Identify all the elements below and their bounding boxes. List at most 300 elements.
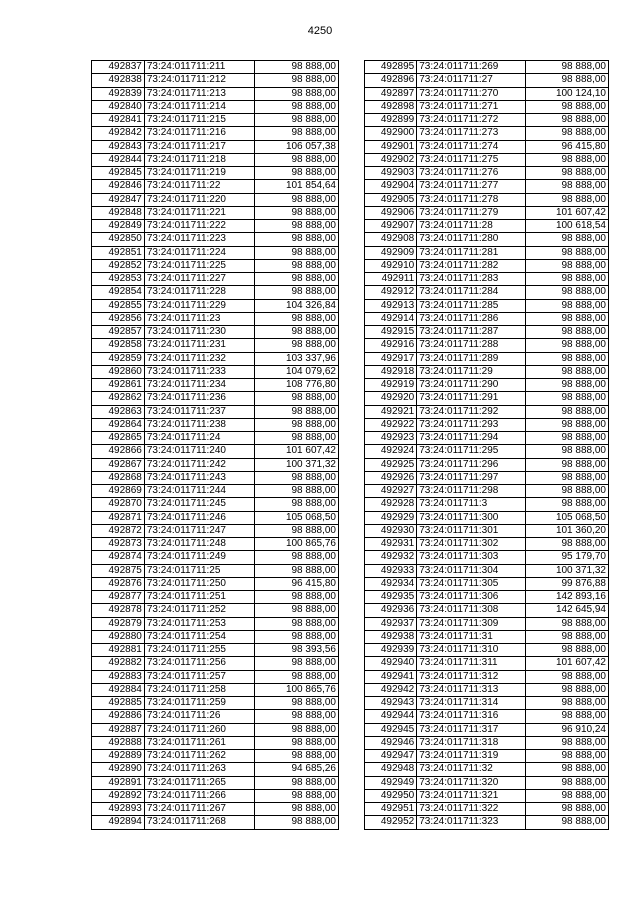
cadastral-number-cell: 73:24:011711:258 (144, 683, 254, 696)
table-row (92, 312, 339, 325)
cadastral-number-cell: 73:24:011711:279 (417, 206, 525, 219)
value-cell: 105 068,50 (254, 511, 338, 524)
row-number-cell: 492871 (92, 511, 145, 524)
cadastral-number-cell: 73:24:011711:242 (144, 458, 254, 471)
table-row (92, 206, 339, 219)
register-table-left (91, 60, 339, 830)
table-row (365, 220, 609, 233)
cadastral-number-cell: 73:24:011711:213 (144, 87, 254, 100)
cadastral-number-cell: 73:24:011711:310 (417, 644, 525, 657)
row-number-cell: 492947 (365, 750, 417, 763)
value-cell: 101 607,42 (525, 206, 608, 219)
cadastral-number-cell: 73:24:011711:276 (417, 167, 525, 180)
row-number-cell: 492917 (365, 352, 417, 365)
value-cell: 98 888,00 (254, 524, 338, 537)
table-row (365, 816, 609, 829)
cadastral-number-cell: 73:24:011711:314 (417, 697, 525, 710)
table-row (365, 445, 609, 458)
row-number-cell: 492897 (365, 87, 417, 100)
row-number-cell: 492840 (92, 100, 145, 113)
cadastral-number-cell: 73:24:011711:256 (144, 657, 254, 670)
cadastral-number-cell: 73:24:011711:283 (417, 273, 525, 286)
table-row (92, 564, 339, 577)
table-row (365, 697, 609, 710)
table-row (365, 140, 609, 153)
row-number-cell: 492911 (365, 273, 417, 286)
cadastral-number-cell: 73:24:011711:287 (417, 326, 525, 339)
table-row (365, 551, 609, 564)
value-cell: 98 888,00 (525, 405, 608, 418)
row-number-cell: 492876 (92, 577, 145, 590)
row-number-cell: 492882 (92, 657, 145, 670)
table-row (92, 816, 339, 829)
value-cell: 101 360,20 (525, 524, 608, 537)
table-row (365, 233, 609, 246)
cadastral-number-cell: 73:24:011711:311 (417, 657, 525, 670)
row-number-cell: 492895 (365, 61, 417, 74)
value-cell: 98 888,00 (254, 551, 338, 564)
value-cell: 100 371,32 (525, 564, 608, 577)
value-cell: 98 888,00 (254, 591, 338, 604)
value-cell: 100 371,32 (254, 458, 338, 471)
row-number-cell: 492935 (365, 591, 417, 604)
table-row (365, 87, 609, 100)
row-number-cell: 492847 (92, 193, 145, 206)
table-row (92, 736, 339, 749)
row-number-cell: 492919 (365, 379, 417, 392)
row-number-cell: 492863 (92, 405, 145, 418)
row-number-cell: 492907 (365, 220, 417, 233)
table-row (92, 485, 339, 498)
table-row (365, 312, 609, 325)
table-row (365, 432, 609, 445)
cadastral-number-cell: 73:24:011711:262 (144, 750, 254, 763)
value-cell: 105 068,50 (525, 511, 608, 524)
table-row (365, 365, 609, 378)
table-row (92, 259, 339, 272)
cadastral-number-cell: 73:24:011711:309 (417, 617, 525, 630)
row-number-cell: 492844 (92, 153, 145, 166)
value-cell: 98 888,00 (525, 803, 608, 816)
cadastral-number-cell: 73:24:011711:308 (417, 604, 525, 617)
table-row (365, 418, 609, 431)
table-row (92, 180, 339, 193)
value-cell: 98 888,00 (525, 379, 608, 392)
row-number-cell: 492930 (365, 524, 417, 537)
row-number-cell: 492939 (365, 644, 417, 657)
cadastral-number-cell: 73:24:011711:254 (144, 630, 254, 643)
table-row (365, 750, 609, 763)
row-number-cell: 492846 (92, 180, 145, 193)
row-number-cell: 492902 (365, 153, 417, 166)
row-number-cell: 492920 (365, 392, 417, 405)
value-cell: 98 888,00 (525, 498, 608, 511)
value-cell: 98 888,00 (525, 61, 608, 74)
cadastral-number-cell: 73:24:011711:316 (417, 710, 525, 723)
row-number-cell: 492852 (92, 259, 145, 272)
row-number-cell: 492858 (92, 339, 145, 352)
cadastral-number-cell: 73:24:011711:296 (417, 458, 525, 471)
cadastral-number-cell: 73:24:011711:317 (417, 723, 525, 736)
row-number-cell: 492872 (92, 524, 145, 537)
row-number-cell: 492927 (365, 485, 417, 498)
row-number-cell: 492854 (92, 286, 145, 299)
value-cell: 98 888,00 (254, 233, 338, 246)
table-row (92, 524, 339, 537)
cadastral-number-cell: 73:24:011711:228 (144, 286, 254, 299)
cadastral-number-cell: 73:24:011711:313 (417, 683, 525, 696)
row-number-cell: 492924 (365, 445, 417, 458)
table-row (92, 127, 339, 140)
value-cell: 98 888,00 (525, 458, 608, 471)
cadastral-number-cell: 73:24:011711:28 (417, 220, 525, 233)
cadastral-number-cell: 73:24:011711:23 (144, 312, 254, 325)
row-number-cell: 492912 (365, 286, 417, 299)
table-row (365, 326, 609, 339)
cadastral-number-cell: 73:24:011711:238 (144, 418, 254, 431)
table-row (365, 776, 609, 789)
table-row (365, 352, 609, 365)
row-number-cell: 492842 (92, 127, 145, 140)
row-number-cell: 492922 (365, 418, 417, 431)
row-number-cell: 492864 (92, 418, 145, 431)
value-cell: 98 888,00 (525, 233, 608, 246)
value-cell: 98 888,00 (254, 485, 338, 498)
row-number-cell: 492892 (92, 789, 145, 802)
value-cell: 98 888,00 (525, 392, 608, 405)
cadastral-number-cell: 73:24:011711:322 (417, 803, 525, 816)
cadastral-number-cell: 73:24:011711:290 (417, 379, 525, 392)
value-cell: 98 888,00 (525, 339, 608, 352)
cadastral-number-cell: 73:24:011711:277 (417, 180, 525, 193)
cadastral-number-cell: 73:24:011711:306 (417, 591, 525, 604)
row-number-cell: 492933 (365, 564, 417, 577)
value-cell: 98 888,00 (525, 776, 608, 789)
row-number-cell: 492875 (92, 564, 145, 577)
row-number-cell: 492850 (92, 233, 145, 246)
table-row (365, 617, 609, 630)
table-row (365, 604, 609, 617)
value-cell: 98 888,00 (254, 736, 338, 749)
row-number-cell: 492866 (92, 445, 145, 458)
cadastral-number-cell: 73:24:011711:269 (417, 61, 525, 74)
row-number-cell: 492867 (92, 458, 145, 471)
value-cell: 98 888,00 (254, 471, 338, 484)
cadastral-number-cell: 73:24:011711:288 (417, 339, 525, 352)
value-cell: 98 888,00 (525, 365, 608, 378)
value-cell: 98 888,00 (525, 670, 608, 683)
row-number-cell: 492881 (92, 644, 145, 657)
value-cell: 98 393,56 (254, 644, 338, 657)
cadastral-number-cell: 73:24:011711:3 (417, 498, 525, 511)
value-cell: 98 888,00 (254, 114, 338, 127)
value-cell: 103 337,96 (254, 352, 338, 365)
table-row (365, 392, 609, 405)
table-row (365, 763, 609, 776)
row-number-cell: 492878 (92, 604, 145, 617)
value-cell: 98 888,00 (254, 286, 338, 299)
table-row (365, 736, 609, 749)
cadastral-number-cell: 73:24:011711:211 (144, 61, 254, 74)
value-cell: 98 888,00 (525, 312, 608, 325)
cadastral-number-cell: 73:24:011711:298 (417, 485, 525, 498)
cadastral-number-cell: 73:24:011711:24 (144, 432, 254, 445)
cadastral-number-cell: 73:24:011711:282 (417, 259, 525, 272)
register-table-right-body (365, 61, 609, 830)
table-row (92, 657, 339, 670)
value-cell: 98 888,00 (525, 617, 608, 630)
row-number-cell: 492921 (365, 405, 417, 418)
row-number-cell: 492886 (92, 710, 145, 723)
row-number-cell: 492883 (92, 670, 145, 683)
cadastral-number-cell: 73:24:011711:305 (417, 577, 525, 590)
table-row (92, 299, 339, 312)
table-row (92, 220, 339, 233)
row-number-cell: 492900 (365, 127, 417, 140)
value-cell: 98 888,00 (525, 299, 608, 312)
cadastral-number-cell: 73:24:011711:295 (417, 445, 525, 458)
row-number-cell: 492928 (365, 498, 417, 511)
table-row (92, 352, 339, 365)
row-number-cell: 492944 (365, 710, 417, 723)
row-number-cell: 492873 (92, 538, 145, 551)
table-row (92, 644, 339, 657)
table-row (365, 379, 609, 392)
row-number-cell: 492894 (92, 816, 145, 829)
table-row (365, 458, 609, 471)
row-number-cell: 492860 (92, 365, 145, 378)
row-number-cell: 492899 (365, 114, 417, 127)
row-number-cell: 492868 (92, 471, 145, 484)
value-cell: 98 888,00 (254, 153, 338, 166)
value-cell: 101 607,42 (525, 657, 608, 670)
value-cell: 142 893,16 (525, 591, 608, 604)
row-number-cell: 492884 (92, 683, 145, 696)
value-cell: 98 888,00 (525, 750, 608, 763)
table-row (365, 657, 609, 670)
cadastral-number-cell: 73:24:011711:259 (144, 697, 254, 710)
table-row (92, 87, 339, 100)
row-number-cell: 492898 (365, 100, 417, 113)
table-row (365, 61, 609, 74)
value-cell: 98 888,00 (254, 87, 338, 100)
value-cell: 101 854,64 (254, 180, 338, 193)
row-number-cell: 492932 (365, 551, 417, 564)
cadastral-number-cell: 73:24:011711:284 (417, 286, 525, 299)
table-row (365, 405, 609, 418)
cadastral-number-cell: 73:24:011711:268 (144, 816, 254, 829)
value-cell: 98 888,00 (525, 286, 608, 299)
cadastral-number-cell: 73:24:011711:275 (417, 153, 525, 166)
table-row (92, 604, 339, 617)
value-cell: 101 607,42 (254, 445, 338, 458)
value-cell: 98 888,00 (525, 74, 608, 87)
row-number-cell: 492861 (92, 379, 145, 392)
table-row (365, 538, 609, 551)
row-number-cell: 492915 (365, 326, 417, 339)
value-cell: 98 888,00 (254, 326, 338, 339)
cadastral-number-cell: 73:24:011711:248 (144, 538, 254, 551)
value-cell: 98 888,00 (254, 697, 338, 710)
value-cell: 98 888,00 (254, 803, 338, 816)
cadastral-number-cell: 73:24:011711:253 (144, 617, 254, 630)
cadastral-number-cell: 73:24:011711:265 (144, 776, 254, 789)
value-cell: 98 888,00 (254, 339, 338, 352)
value-cell: 100 124,10 (525, 87, 608, 100)
row-number-cell: 492870 (92, 498, 145, 511)
value-cell: 98 888,00 (525, 259, 608, 272)
value-cell: 98 888,00 (254, 564, 338, 577)
value-cell: 98 888,00 (525, 789, 608, 802)
row-number-cell: 492880 (92, 630, 145, 643)
cadastral-number-cell: 73:24:011711:271 (417, 100, 525, 113)
value-cell: 104 326,84 (254, 299, 338, 312)
table-row (365, 644, 609, 657)
cadastral-number-cell: 73:24:011711:303 (417, 551, 525, 564)
table-row (92, 100, 339, 113)
value-cell: 98 888,00 (254, 670, 338, 683)
table-row (365, 127, 609, 140)
table-row (92, 803, 339, 816)
value-cell: 98 888,00 (254, 604, 338, 617)
row-number-cell: 492851 (92, 246, 145, 259)
row-number-cell: 492855 (92, 299, 145, 312)
value-cell: 98 888,00 (525, 445, 608, 458)
value-cell: 98 888,00 (254, 617, 338, 630)
cadastral-number-cell: 73:24:011711:215 (144, 114, 254, 127)
table-row (92, 789, 339, 802)
cadastral-number-cell: 73:24:011711:261 (144, 736, 254, 749)
cadastral-number-cell: 73:24:011711:26 (144, 710, 254, 723)
row-number-cell: 492943 (365, 697, 417, 710)
value-cell: 98 888,00 (525, 683, 608, 696)
cadastral-number-cell: 73:24:011711:294 (417, 432, 525, 445)
row-number-cell: 492923 (365, 432, 417, 445)
value-cell: 104 079,62 (254, 365, 338, 378)
cadastral-number-cell: 73:24:011711:320 (417, 776, 525, 789)
row-number-cell: 492865 (92, 432, 145, 445)
value-cell: 98 888,00 (254, 405, 338, 418)
value-cell: 142 645,94 (525, 604, 608, 617)
row-number-cell: 492931 (365, 538, 417, 551)
cadastral-number-cell: 73:24:011711:214 (144, 100, 254, 113)
cadastral-number-cell: 73:24:011711:31 (417, 630, 525, 643)
row-number-cell: 492940 (365, 657, 417, 670)
value-cell: 98 888,00 (254, 657, 338, 670)
cadastral-number-cell: 73:24:011711:278 (417, 193, 525, 206)
table-row (92, 617, 339, 630)
table-row (365, 524, 609, 537)
table-row (365, 100, 609, 113)
row-number-cell: 492948 (365, 763, 417, 776)
value-cell: 98 888,00 (254, 630, 338, 643)
table-row (92, 776, 339, 789)
table-row (92, 246, 339, 259)
table-row (365, 153, 609, 166)
value-cell: 98 888,00 (525, 697, 608, 710)
cadastral-number-cell: 73:24:011711:222 (144, 220, 254, 233)
value-cell: 98 888,00 (525, 763, 608, 776)
cadastral-number-cell: 73:24:011711:257 (144, 670, 254, 683)
table-row (365, 723, 609, 736)
table-row (92, 630, 339, 643)
row-number-cell: 492916 (365, 339, 417, 352)
row-number-cell: 492901 (365, 140, 417, 153)
cadastral-number-cell: 73:24:011711:220 (144, 193, 254, 206)
row-number-cell: 492951 (365, 803, 417, 816)
row-number-cell: 492896 (365, 74, 417, 87)
cadastral-number-cell: 73:24:011711:217 (144, 140, 254, 153)
cadastral-number-cell: 73:24:011711:224 (144, 246, 254, 259)
value-cell: 98 888,00 (254, 127, 338, 140)
table-row (92, 286, 339, 299)
row-number-cell: 492913 (365, 299, 417, 312)
row-number-cell: 492909 (365, 246, 417, 259)
cadastral-number-cell: 73:24:011711:280 (417, 233, 525, 246)
value-cell: 98 888,00 (254, 723, 338, 736)
register-table-left-body (92, 61, 339, 830)
table-row (92, 153, 339, 166)
table-row (92, 591, 339, 604)
value-cell: 98 888,00 (525, 273, 608, 286)
cadastral-number-cell: 73:24:011711:267 (144, 803, 254, 816)
cadastral-number-cell: 73:24:011711:304 (417, 564, 525, 577)
table-row (365, 511, 609, 524)
cadastral-number-cell: 73:24:011711:266 (144, 789, 254, 802)
value-cell: 98 888,00 (254, 167, 338, 180)
row-number-cell: 492869 (92, 485, 145, 498)
cadastral-number-cell: 73:24:011711:281 (417, 246, 525, 259)
row-number-cell: 492929 (365, 511, 417, 524)
row-number-cell: 492843 (92, 140, 145, 153)
value-cell: 98 888,00 (525, 710, 608, 723)
row-number-cell: 492893 (92, 803, 145, 816)
table-row (92, 140, 339, 153)
table-row (365, 591, 609, 604)
row-number-cell: 492845 (92, 167, 145, 180)
value-cell: 98 888,00 (525, 167, 608, 180)
cadastral-number-cell: 73:24:011711:229 (144, 299, 254, 312)
cadastral-number-cell: 73:24:011711:312 (417, 670, 525, 683)
table-row (92, 551, 339, 564)
value-cell: 100 618,54 (525, 220, 608, 233)
table-row (365, 299, 609, 312)
value-cell: 96 415,80 (525, 140, 608, 153)
row-number-cell: 492946 (365, 736, 417, 749)
cadastral-number-cell: 73:24:011711:246 (144, 511, 254, 524)
table-row (92, 710, 339, 723)
cadastral-number-cell: 73:24:011711:27 (417, 74, 525, 87)
value-cell: 98 888,00 (525, 644, 608, 657)
cadastral-number-cell: 73:24:011711:216 (144, 127, 254, 140)
row-number-cell: 492903 (365, 167, 417, 180)
cadastral-number-cell: 73:24:011711:251 (144, 591, 254, 604)
value-cell: 100 865,76 (254, 538, 338, 551)
cadastral-number-cell: 73:24:011711:247 (144, 524, 254, 537)
value-cell: 95 179,70 (525, 551, 608, 564)
row-number-cell: 492908 (365, 233, 417, 246)
value-cell: 98 888,00 (254, 432, 338, 445)
row-number-cell: 492849 (92, 220, 145, 233)
value-cell: 98 888,00 (525, 153, 608, 166)
row-number-cell: 492905 (365, 193, 417, 206)
value-cell: 98 888,00 (254, 776, 338, 789)
table-row (365, 206, 609, 219)
table-row (92, 167, 339, 180)
value-cell: 98 888,00 (525, 630, 608, 643)
cadastral-number-cell: 73:24:011711:274 (417, 140, 525, 153)
value-cell: 98 888,00 (525, 193, 608, 206)
